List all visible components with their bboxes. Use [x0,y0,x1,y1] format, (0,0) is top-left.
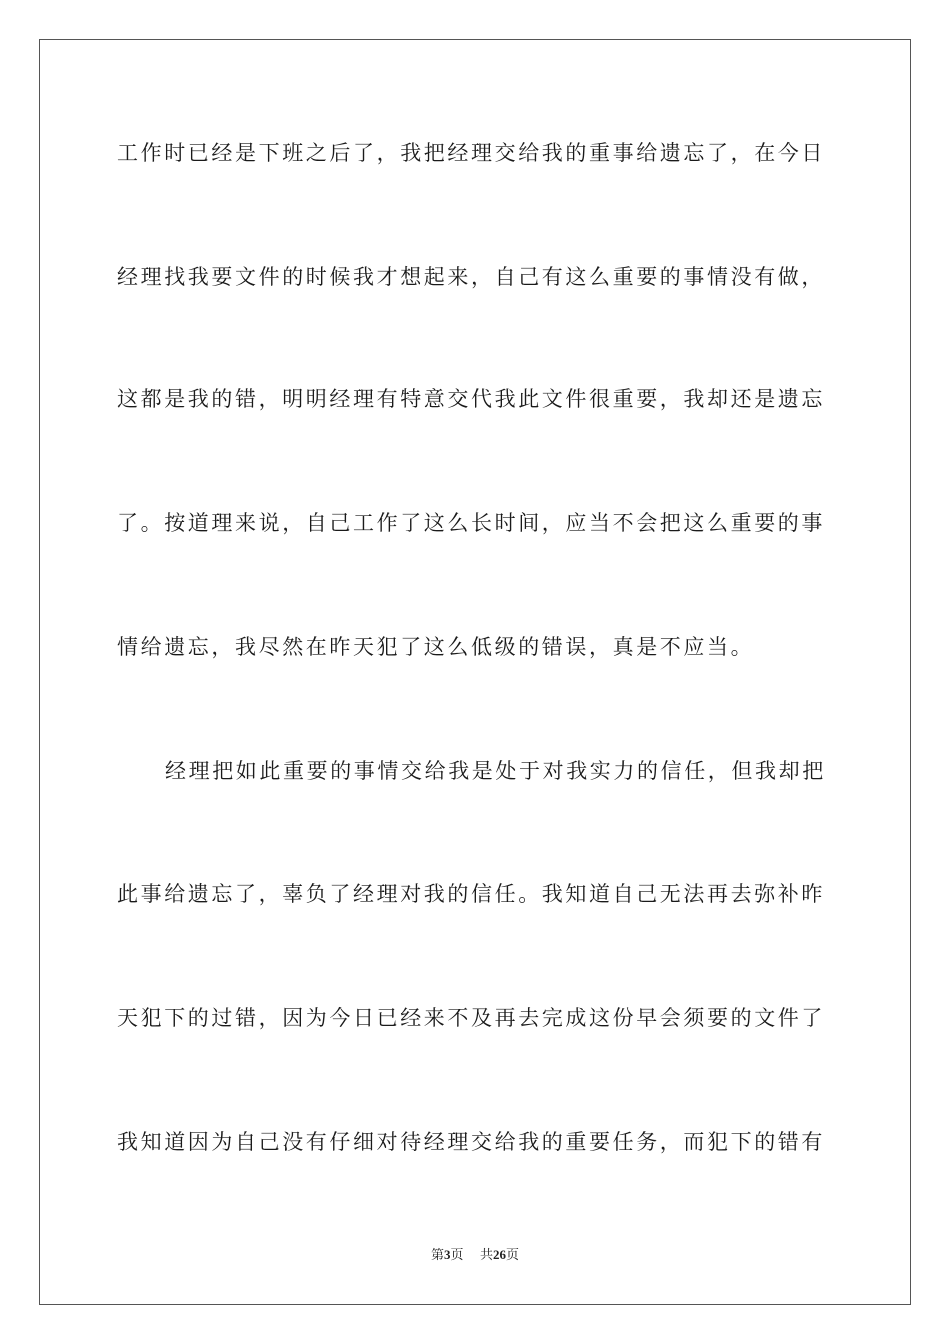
page-prefix: 第 [430,1248,444,1263]
total-suffix: 页 [506,1248,520,1263]
page-footer [0,1245,950,1266]
page-suffix: 页 [450,1248,464,1263]
total-prefix: 共 [480,1248,494,1263]
page-number: 3 [443,1247,451,1262]
body-line-1: 工作时已经是下班之后了，我把经理交给我的重事给遗忘了，在今日 [117,141,825,165]
body-line-7: 此事给遗忘了，辜负了经理对我的信任。我知道自己无法再去弥补昨 [117,882,825,906]
body-line-4: 了。按道理来说，自己工作了这么长时间，应当不会把这么重要的事 [117,511,825,535]
body-line-8: 天犯下的过错，因为今日已经来不及再去完成这份早会须要的文件了 [117,1006,825,1030]
body-line-9: 我知道因为自己没有仔细对待经理交给我的重要任务，而犯下的错有 [117,1130,825,1154]
total-pages: 26 [493,1247,507,1262]
body-line-2: 经理找我要文件的时候我才想起来，自己有这么重要的事情没有做， [117,265,825,289]
body-line-3: 这都是我的错，明明经理有特意交代我此文件很重要，我却还是遗忘 [117,387,825,411]
page-border [39,39,911,1305]
body-line-6-paragraph-start: 经理把如此重要的事情交给我是处于对我实力的信任，但我却把 [165,759,826,783]
body-line-5: 情给遗忘，我尽然在昨天犯了这么低级的错误，真是不应当。 [117,635,755,659]
